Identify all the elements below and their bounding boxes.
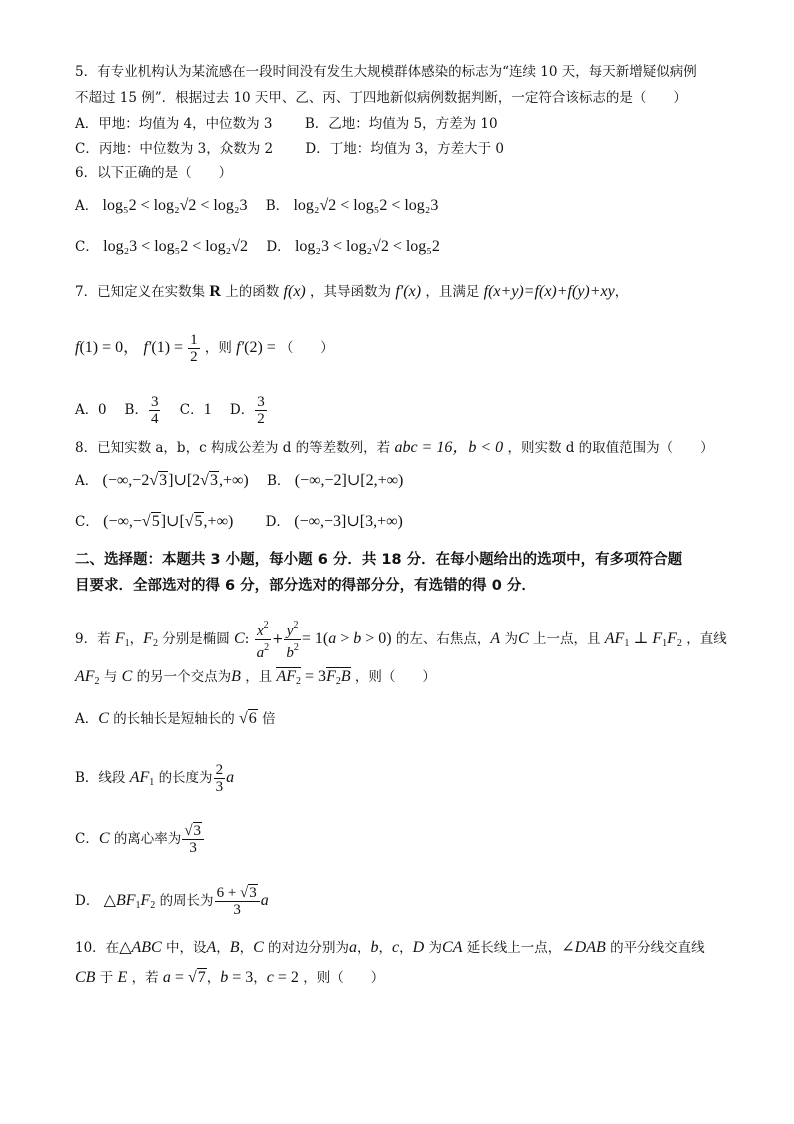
q5-stem-line2: 不超过 15 例”．根据过去 10 天甲、乙、丙、丁四地新似病例数据判断，一定符合该标志的是（ ） — [75, 90, 687, 106]
q8-option-a: (−∞,−2√3]∪[2√3,+∞) — [102, 472, 249, 489]
q10-stem-line1: 10．在△ABC 中，设A，B，C 的对边分别为a，b，c，D 为CA 延长线上一点，∠DAB 的平分线交直线 — [75, 939, 705, 956]
q7-options: A．0 B． $\frac{3}{4}$ C．1 D． $\frac{3}{2}$ — [75, 394, 265, 427]
section2-heading-line1: 二、选择题：本题共 3 小题，每小题 6 分．共 18 分．在每小题给出的选项中，有多项符合题 — [75, 552, 683, 568]
ellipse-x-term: $\frac{x^2}{a^2}$ — [256, 620, 270, 661]
q9-stem-line1: 9．若 $F_1$，$F_2$ 分别是椭圆 C: $\frac{x^2}{a^2}$ + $\frac{y^2}{b^2}$ = 1(a > b > 0) 的左、右焦点，A 为C 上一点，且 $AF_1$ ⊥ $F_1F_2$ ，直线 — [75, 620, 727, 661]
q5-stem-line1: 5．有专业机构认为某流感在一段时间没有发生大规模群体感染的标志为“连续 10 天，每天新增疑似病例 — [75, 64, 697, 80]
q6-option-b: log₂√2 < log₅2 < log₂3 — [293, 197, 439, 214]
function-f-of-x: f(x) — [283, 283, 306, 300]
q6-option-b-label: B． — [265, 198, 290, 214]
q8-stem: 8．已知实数 a，b，c 构成公差为 d 的等差数列，若 abc = 16，b < 0 ，则实数 d 的取值范围为（ ） — [75, 439, 714, 456]
q5-option-b: B．乙地：均值为 5，方差为 10 — [304, 116, 498, 132]
q6-stem: 6．以下正确的是（ ） — [75, 165, 233, 181]
q9-option-a: A．C 的长轴长是短轴长的 √6 倍 — [75, 710, 276, 727]
section2-heading-line2: 目要求．全部选对的得 6 分，部分选对的得部分分，有选错的得 0 分． — [75, 578, 536, 594]
q7-option-c: 1 — [203, 401, 212, 418]
q10-stem-line2: CB 于 E ，若 a = √7，b = 3，c = 2 ，则（ ） — [75, 969, 385, 986]
q8-options-row2: C． (−∞,−√5]∪[√5,+∞) D． (−∞,−3]∪[3,+∞) — [75, 513, 403, 530]
q8-condition: abc = 16，b < 0 — [394, 439, 504, 456]
q5-options-row2 — [75, 139, 504, 159]
q5-options-row1 — [75, 114, 498, 134]
q6-option-c-label: C． — [75, 239, 99, 255]
q8-options-row1: A． (−∞,−2√3]∪[2√3,+∞) B． (−∞,−2]∪[2,+∞) — [75, 472, 404, 489]
q9-option-b: B．线段 $AF_1$ 的长度为 $\frac{2}{3}$ a — [75, 762, 235, 795]
q7-option-a: 0 — [98, 401, 107, 418]
fraction-root3-over-3: $\frac{√3}{3}$ — [182, 823, 204, 856]
q5-option-d: D．丁地：均值为 3，方差大于 0 — [305, 141, 504, 157]
q8-option-b: (−∞,−2]∪[2,+∞) — [294, 472, 404, 489]
q6-options-row2 — [75, 237, 440, 257]
q7-stem-line1: 7．已知定义在实数集 R 上的函数 f(x) ，其导函数为 f′(x) ，且满足 f(x+y)=f(x)+f(y)+xy， — [75, 283, 629, 300]
derivative-f-prime: f′(x) — [395, 283, 422, 300]
fraction-perimeter: $\frac{6 + √3}{3}$ — [215, 885, 260, 918]
ellipse-y-term: $\frac{y^2}{b^2}$ — [286, 620, 299, 661]
vector-af2: $AF_2$ — [276, 668, 302, 687]
q7-answer-paren: （ ） — [279, 340, 334, 356]
q6-option-a: log₅2 < log₂√2 < log₂3 — [102, 197, 248, 214]
q5-option-a: A．甲地：均值为 4，中位数为 3 — [75, 116, 273, 132]
q9-option-c: C．C 的离心率为 $\frac{√3}{3}$ — [75, 823, 205, 856]
q9-stem-line2: $AF_2$ 与 C 的另一个交点为B ，且 $AF_2 = 3F_2B$ ，则（ ） — [75, 668, 436, 687]
real-set-symbol: R — [209, 283, 221, 300]
q7-stem-line2: f(1) = 0， f′(1) = $\frac{1}{2}$ ，则 f′(2) = （ ） — [75, 332, 334, 365]
q9-option-d: D． $\triangle BF_1F_2$ 的周长为 $\frac{6 + √3}{3}$ a — [75, 885, 269, 918]
q6-option-c: log₂3 < log₅2 < log₂√2 — [103, 238, 249, 255]
q6-options-row1 — [75, 196, 438, 216]
q7-option-b-fraction: $\frac{3}{4}$ — [150, 394, 159, 427]
q6-option-d: log₂3 < log₂√2 < log₅2 — [294, 238, 440, 255]
q6-option-a-label: A． — [75, 198, 99, 214]
q5-option-c: C．丙地：中位数为 3，众数为 2 — [75, 141, 274, 157]
vector-f2b: $F_2B$ — [326, 668, 351, 687]
functional-equation: f(x+y)=f(x)+f(y)+xy — [483, 283, 615, 300]
fraction-two-thirds: $\frac{2}{3}$ — [215, 762, 224, 795]
q7-option-d-fraction: $\frac{3}{2}$ — [257, 394, 265, 427]
q8-option-c: (−∞,−√5]∪[√5,+∞) — [103, 513, 234, 530]
q8-option-d: (−∞,−3]∪[3,+∞) — [294, 513, 403, 530]
f1-equals-0: f — [75, 339, 80, 356]
fraction-one-half: $\frac{1}{2}$ — [190, 332, 198, 365]
q6-option-d-label: D． — [266, 239, 291, 255]
